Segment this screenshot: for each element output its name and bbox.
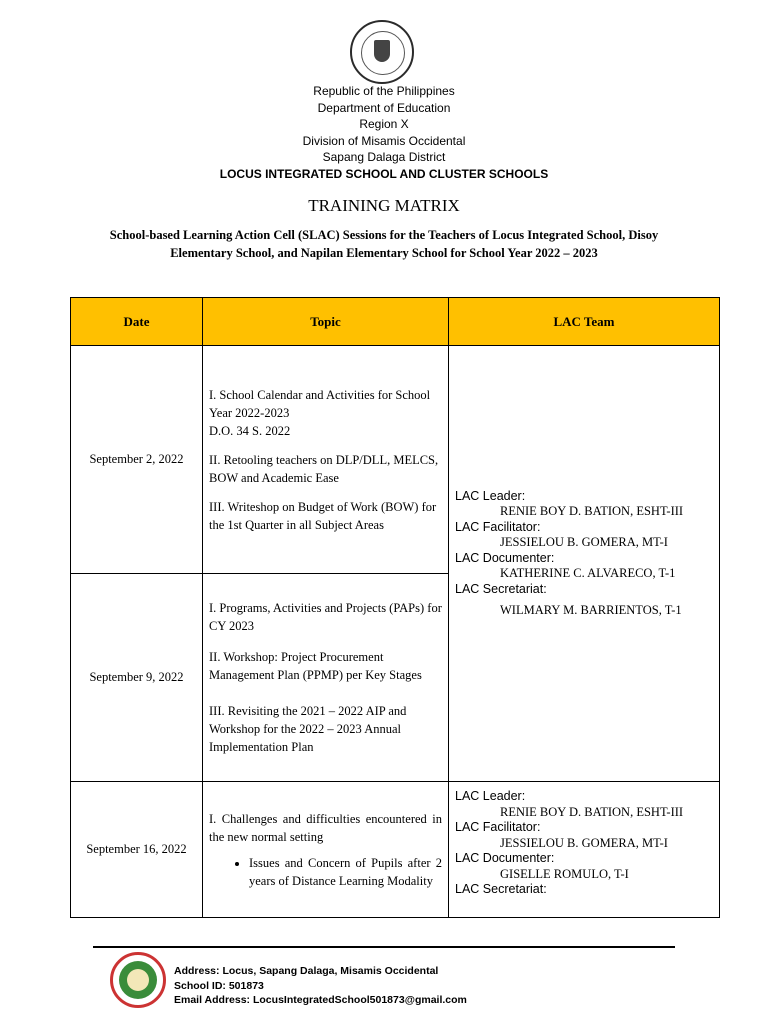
school-id-value: 501873 bbox=[228, 979, 264, 992]
lac-leader-label: LAC Leader: bbox=[455, 488, 526, 503]
lac-team-cell bbox=[449, 782, 720, 918]
topic-item: II. Workshop: Project Procurement Management Plan (PPMP) per Key Stages bbox=[209, 650, 422, 682]
topic-bullet-list bbox=[209, 854, 442, 890]
table-row bbox=[71, 346, 720, 574]
lac-leader-label: LAC Leader: bbox=[455, 789, 526, 803]
column-header-topic: Topic bbox=[203, 298, 449, 346]
topic-item: I. Challenges and difficulties encountered in the new normal setting bbox=[209, 811, 442, 844]
email-label: Email Address: bbox=[174, 994, 251, 1006]
lac-facilitator-label: LAC Facilitator: bbox=[455, 820, 541, 834]
school-id-label: School ID: bbox=[174, 979, 226, 992]
topic-bullet: • Issues and Concern of Pupils after 2 years of Distance Learning Modality bbox=[249, 854, 442, 890]
school-logo-icon bbox=[110, 952, 166, 1008]
document-header bbox=[0, 83, 768, 182]
table-row bbox=[71, 782, 720, 918]
column-header-lac-team: LAC Team bbox=[449, 298, 720, 346]
school-name: LOCUS INTEGRATED SCHOOL AND CLUSTER SCHOOLS bbox=[219, 166, 549, 181]
lac-documenter-label: LAC Documenter: bbox=[455, 550, 555, 565]
date-cell: September 9, 2022 bbox=[71, 574, 203, 782]
page-title: TRAINING MATRIX bbox=[308, 196, 460, 215]
lac-leader-name: RENIE BOY D. BATION, ESHT-III bbox=[500, 504, 684, 518]
address-label: Address: bbox=[174, 965, 220, 977]
header-line: Sapang Dalaga District bbox=[322, 150, 446, 164]
lac-facilitator-label: LAC Facilitator: bbox=[455, 519, 541, 534]
deped-seal-icon bbox=[350, 20, 414, 84]
footer-divider bbox=[93, 946, 675, 948]
topic-item: III. Revisiting the 2021 – 2022 AIP and Workshop for the 2022 – 2023 Annual Implementation Plan bbox=[209, 704, 407, 754]
header-line: Region X bbox=[359, 117, 409, 131]
lac-secretariat-label: LAC Secretariat: bbox=[455, 581, 547, 596]
topic-cell bbox=[203, 346, 449, 574]
lac-secretariat-name: WILMARY M. BARRIENTOS, T-1 bbox=[500, 603, 682, 617]
topic-item: I. Programs, Activities and Projects (PAPs) for CY 2023 bbox=[209, 601, 442, 633]
table-header-row bbox=[71, 298, 720, 346]
training-matrix-table bbox=[70, 297, 720, 918]
page-subtitle: School-based Learning Action Cell (SLAC) Sessions for the Teachers of Locus Integrated School, Disoy Elementary School, and Napilan Elementary School for School Year 2022 – 2023 bbox=[109, 228, 659, 260]
topic-item: D.O. 34 S. 2022 bbox=[209, 423, 291, 438]
topic-item: III. Writeshop on Budget of Work (BOW) for the 1st Quarter in all Subject Areas bbox=[209, 499, 437, 532]
lac-team-cell bbox=[449, 346, 720, 782]
column-header-date: Date bbox=[71, 298, 203, 346]
lac-secretariat-label: LAC Secretariat: bbox=[455, 882, 547, 896]
address-value: Locus, Sapang Dalaga, Misamis Occidental bbox=[222, 965, 439, 977]
email-value[interactable]: LocusIntegratedSchool501873@gmail.com bbox=[252, 994, 467, 1006]
header-line: Republic of the Philippines bbox=[313, 84, 455, 98]
topic-cell bbox=[203, 574, 449, 782]
lac-facilitator-name: JESSIELOU B. GOMERA, MT-I bbox=[500, 835, 668, 850]
topic-cell bbox=[203, 782, 449, 918]
header-line: Department of Education bbox=[317, 100, 451, 115]
footer-contact bbox=[174, 964, 467, 1008]
lac-facilitator-name: JESSIELOU B. GOMERA, MT-I bbox=[500, 535, 668, 549]
lac-documenter-label: LAC Documenter: bbox=[455, 851, 555, 865]
lac-leader-name: RENIE BOY D. BATION, ESHT-III bbox=[500, 804, 684, 819]
topic-item: I. School Calendar and Activities for School Year 2022-2023 bbox=[209, 387, 431, 420]
lac-documenter-name: KATHERINE C. ALVARECO, T-1 bbox=[500, 566, 676, 580]
date-cell: September 2, 2022 bbox=[71, 346, 203, 574]
topic-item: II. Retooling teachers on DLP/DLL, MELCS, BOW and Academic Ease bbox=[209, 452, 439, 485]
date-cell: September 16, 2022 bbox=[71, 782, 203, 918]
lac-documenter-name: GISELLE ROMULO, T-I bbox=[500, 866, 629, 881]
header-line: Division of Misamis Occidental bbox=[302, 133, 466, 148]
